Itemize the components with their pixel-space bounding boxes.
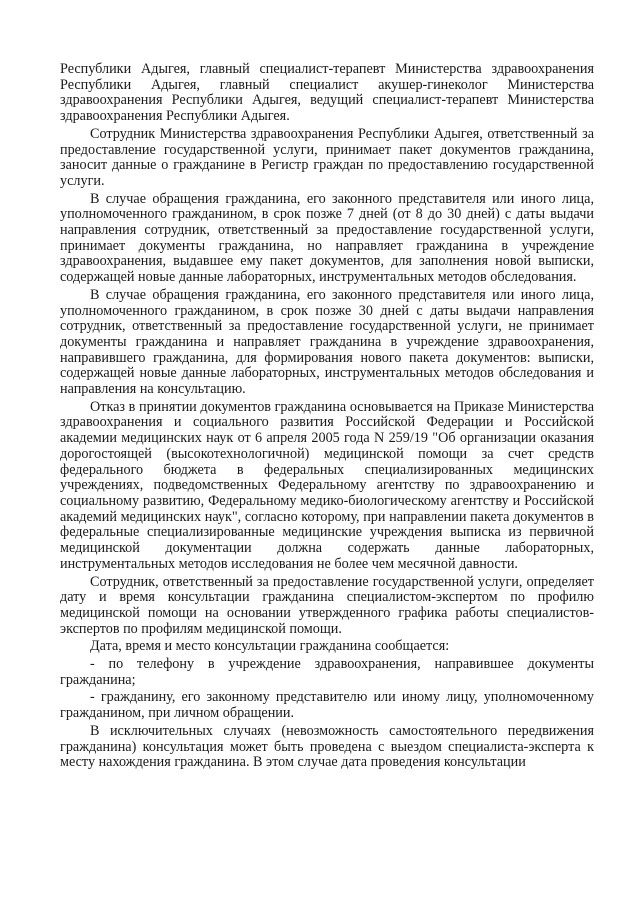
list-item-in-person: - гражданину, его законному представителю или иному лицу, уполномоченному гражданином, при личном обращении. xyxy=(60,689,594,722)
paragraph-employee-accepts: Сотрудник Министерства здравоохранения Республики Адыгея, ответственный за предоставление государственной услуги, принимает пакет документов гражданина, заносит данные о гражданине в Регистр граждан по предоставлению государственной услуги. xyxy=(60,125,594,189)
document-page xyxy=(60,62,594,773)
paragraph-continuation: Республики Адыгея, главный специалист-терапевт Министерства здравоохранения Республики Адыгея, главный специалист акушер-гинеколог Министерства здравоохранения Республики Адыгея, ведущий специалист-терапевт Министерства здравоохранения Республики Адыгея. xyxy=(60,61,594,125)
paragraph-late-7-days: В случае обращения гражданина, его законного представителя или иного лица, уполномоченного гражданином, в срок позже 7 дней (от 8 до 30 дней) с даты выдачи направления сотрудник, ответственный за предоставление государственной услуги, принимает документы гражданина, но направляет гражданина в учреждение здравоохранения, выдавшее ему пакет документов, для заполнения новой выписки, содержащей новые данные лабораторных, инструментальных методов обследования. xyxy=(60,190,594,286)
paragraph-refusal-basis: Отказ в принятии документов гражданина основывается на Приказе Министерства здравоохранения и социального развития Российской Федерации и Российской академии медицинских наук от 6 апреля 2005 года N 259/19 "Об организации оказания дорогостоящей (высокотехнологичной) медицинской помощи за счет средств федерального бюджета в федеральных специализированных медицинских учреждениях, подведомственных Федеральному агентству по здравоохранению и социальному развитию, Федеральному медико-биологическому агентству и Российской академий медицинских наук", согласно которому, при направлении пакета документов в федеральные специализированные медицинские учреждения выписка из первичной медицинской документации должна содержать данные лабораторных, инструментальных методов исследования не более чем месячной давности. xyxy=(60,398,594,572)
paragraph-exceptional-cases: В исключительных случаях (невозможность самостоятельного передвижения гражданина) консультация может быть проведена с выездом специалиста-эксперта к месту нахождения гражданина. В этом случае дата проведения консультации xyxy=(60,722,594,771)
paragraph-consultation-date: Сотрудник, ответственный за предоставление государственной услуги, определяет дату и время консультации гражданина специалистом-экспертом по профилю медицинской помощи на основании утвержденного графика работы специалистов-экспертов по профилям медицинской помощи. xyxy=(60,573,594,637)
paragraph-notification-intro: Дата, время и место консультации гражданина сообщается: xyxy=(90,638,450,655)
paragraph-late-30-days: В случае обращения гражданина, его законного представителя или иного лица, уполномоченного гражданином, в срок позже 30 дней с даты выдачи направления сотрудник, ответственный за предоставление государственной услуги, не принимает документы гражданина и направляет гражданина в учреждение здравоохранения, направившего гражданина, для формирования нового пакета документов: выписки, содержащей новые данные лабораторных, инструментальных методов обследования и направления на консультацию. xyxy=(60,286,594,398)
list-item-phone: - по телефону в учреждение здравоохранения, направившее документы гражданина; xyxy=(60,656,594,688)
